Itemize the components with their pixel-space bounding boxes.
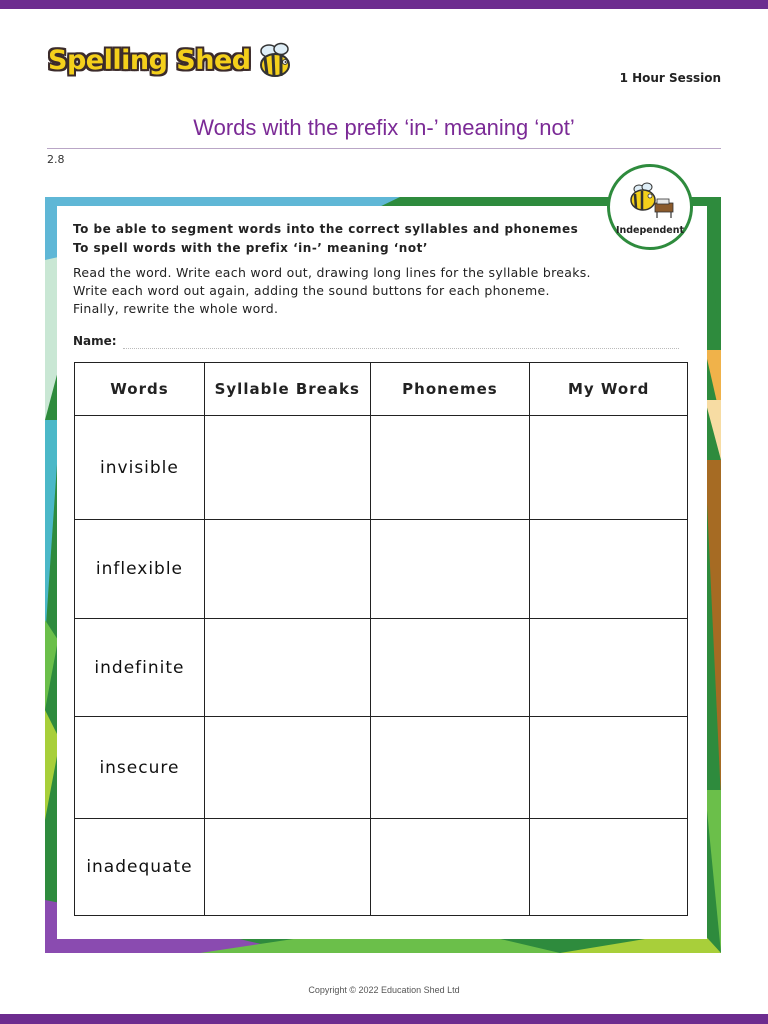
bee-reading-icon [610, 167, 690, 227]
table-row [75, 416, 688, 520]
instruction-3: Finally, rewrite the whole word. [73, 301, 279, 316]
instruction-1: Read the word. Write each word out, drawing long lines for the syllable breaks. [73, 265, 591, 280]
phonemes-cell[interactable] [370, 520, 530, 619]
bee-icon [255, 40, 295, 80]
syllable-breaks-cell[interactable] [204, 819, 370, 916]
title-divider [47, 148, 721, 149]
header-syllable-breaks: Syllable Breaks [204, 363, 370, 416]
table-header-row [75, 363, 688, 416]
header-my-word: My Word [530, 363, 688, 416]
session-length: 1 Hour Session [619, 71, 721, 85]
lesson-code: 2.8 [47, 153, 65, 166]
name-label: Name: [73, 334, 117, 348]
spelling-shed-logo [48, 40, 295, 80]
phonemes-cell[interactable] [370, 819, 530, 916]
page-title: Words with the prefix ‘in-’ meaning ‘not’ [193, 115, 575, 140]
phonemes-cell[interactable] [370, 416, 530, 520]
my-word-cell[interactable] [530, 819, 688, 916]
word-cell: invisible [75, 416, 205, 520]
my-word-cell[interactable] [530, 619, 688, 717]
name-field[interactable] [123, 348, 679, 349]
logo-text: Spelling Shed [48, 44, 251, 76]
syllable-breaks-cell[interactable] [204, 619, 370, 717]
syllable-breaks-cell[interactable] [204, 520, 370, 619]
syllable-breaks-cell[interactable] [204, 717, 370, 819]
worksheet-card [57, 206, 707, 939]
table-row [75, 819, 688, 916]
table-row [75, 619, 688, 717]
independent-badge [607, 164, 693, 250]
syllable-breaks-cell[interactable] [204, 416, 370, 520]
instruction-2: Write each word out again, adding the sound buttons for each phoneme. [73, 283, 550, 298]
objective-2: To spell words with the prefix ‘in-’ meaning ‘not’ [73, 241, 428, 255]
phonemes-cell[interactable] [370, 717, 530, 819]
my-word-cell[interactable] [530, 520, 688, 619]
my-word-cell[interactable] [530, 416, 688, 520]
spelling-table [74, 362, 688, 916]
header-phonemes: Phonemes [370, 363, 530, 416]
table-row [75, 520, 688, 619]
copyright: Copyright © 2022 Education Shed Ltd [308, 985, 460, 995]
header-words: Words [75, 363, 205, 416]
word-cell: indefinite [75, 619, 205, 717]
word-cell: inadequate [75, 819, 205, 916]
my-word-cell[interactable] [530, 717, 688, 819]
table-row [75, 717, 688, 819]
objective-1: To be able to segment words into the correct syllables and phonemes [73, 222, 579, 236]
badge-label: Independent [615, 225, 685, 236]
word-cell: inflexible [75, 520, 205, 619]
bottom-bar [0, 1014, 768, 1024]
word-cell: insecure [75, 717, 205, 819]
phonemes-cell[interactable] [370, 619, 530, 717]
